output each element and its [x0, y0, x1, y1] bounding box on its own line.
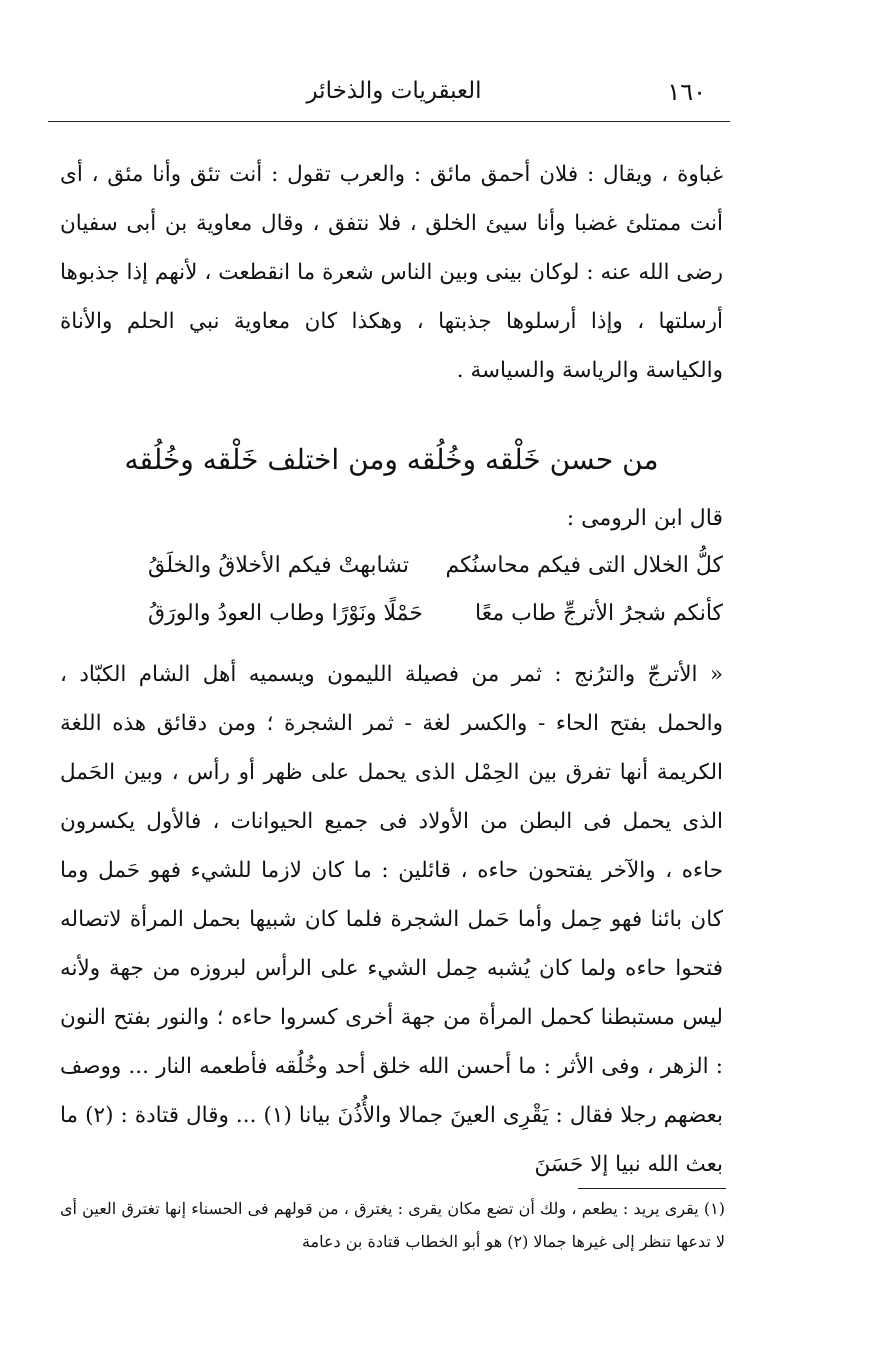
verse-first-hemistich: كلُّ الخلال التى فيكم محاسنُكم	[445, 553, 723, 578]
poem-verse	[148, 601, 723, 647]
header-rule	[48, 121, 730, 122]
section-heading: من حسن خَلْقه وخُلُقه ومن اختلف خَلْقه وخُلُقه	[124, 443, 659, 476]
paragraph-1: غباوة ، ويقال : فلان أحمق مائق : والعرب تقول : أنت تئق وأنا مئق ، أى أنت ممتلئ غضبا وأنا سيئ الخلق ، فلا نتفق ، وقال معاوية بن أبى سفيان رضى الله عنه : لوكان بينى وبين الناس شعرة ما انقطعت ، لأنهم إذا جذبوها أرسلتها ، وإذا أرسلوها جذبتها ، وهكذا كان معاوية نبي الحلم والأناة والكياسة والرياسة والسياسة .	[60, 162, 723, 383]
footnotes: (١) يقرى يريد : يطعم ، ولك أن تضع مكان يقرى : يغترق ، من قولهم فى الحسناء إنها تغترق العين أى لا تدعها تنظر إلى غيرها جمالا (٢) هو أبو الخطاب قتادة بن دعامة	[60, 1199, 725, 1251]
poem-attribution: قال ابن الرومى :	[566, 506, 723, 531]
verse-second-hemistich: تشابهتْ فيكم الأخلاقُ والخلَقُ	[148, 553, 409, 578]
page-header	[60, 78, 728, 118]
verse-second-hemistich: حَمْلًا ونَوْرًا وطاب العودُ والورَقُ	[148, 601, 423, 626]
page-number: ١٦٠	[667, 78, 706, 106]
paragraph-2: « الأترجّ والترُنج : ثمر من فصيلة الليمون ويسميه أهل الشام الكبّاد ، والحمل بفتح الحاء - والكسر لغة - ثمر الشجرة ؛ ومن دقائق هذه اللغة الكريمة أنها تفرق بين الحِمْل الذى يحمل على ظهر أو رأس ، وبين الحَمل الذى يحمل فى البطن من الأولاد فى جميع الحيوانات ، فالأول يكسرون حاءه ، والآخر يفتحون حاءه ، قائلين : ما كان لازما للشيء فهو حَمل وما كان بائنا فهو حِمل وأما حَمل الشجرة فلما كان شبيها بحمل المرأة لاتصاله فتحوا حاءه ولما كان يُشبه حِمل الشيء على الرأس لبروزه من جهة ولأنه ليس مستبطنا كحمل المرأة من جهة أخرى كسروا حاءه ؛ والنور بفتح النون : الزهر ، وفى الأثر : ما أحسن الله خلق أحد وخُلُقه فأطعمه النار ... ووصف بعضهم رجلا فقال : يَقْرِى العينَ جمالا والأُذُنَ بيانا (١) ... وقال قتادة : (٢) ما بعث الله نبيا إلا حَسَنَ	[60, 662, 723, 1177]
footnote-rule	[578, 1188, 726, 1189]
verse-first-hemistich: كأنكم شجرُ الأترجِّ طاب معًا	[475, 601, 723, 626]
poem-verse	[148, 553, 723, 599]
running-title: العبقريات والذخائر	[306, 78, 482, 104]
